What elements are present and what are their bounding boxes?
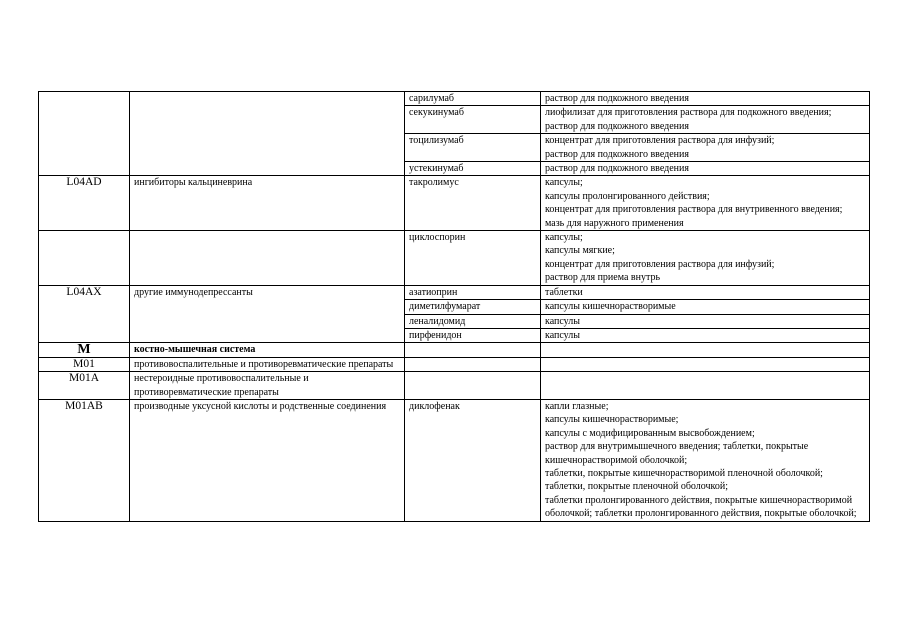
table-row — [39, 372, 870, 400]
group-name-cell: ингибиторы кальциневрина — [130, 176, 405, 231]
group-name-cell: нестероидные противовоспалительные и противоревматические препараты — [130, 372, 405, 400]
inn-cell: сарилумаб — [405, 92, 541, 106]
atc-code-cell: M01A — [39, 372, 130, 400]
table-row — [39, 357, 870, 371]
atc-code-cell — [39, 92, 130, 176]
inn-cell: пирфенидон — [405, 328, 541, 342]
atc-code-cell: M — [39, 343, 130, 357]
inn-cell: азатиоприн — [405, 285, 541, 299]
inn-cell — [405, 372, 541, 400]
atc-code-cell: L04AD — [39, 176, 130, 231]
group-name-cell — [130, 231, 405, 286]
table-row — [39, 176, 870, 231]
inn-cell — [405, 343, 541, 357]
dosage-form-cell: капсулы; капсулы мягкие; концентрат для приготовления раствора для инфузий; раствор для приема внутрь — [541, 231, 870, 286]
atc-code-cell: L04AX — [39, 285, 130, 343]
inn-cell: диклофенак — [405, 399, 541, 521]
dosage-form-cell — [541, 372, 870, 400]
inn-cell: диметилфумарат — [405, 300, 541, 314]
dosage-form-cell: капсулы — [541, 314, 870, 328]
inn-cell: тоцилизумаб — [405, 134, 541, 162]
dosage-form-cell: лиофилизат для приготовления раствора для подкожного введения; раствор для подкожного введения — [541, 106, 870, 134]
dosage-form-cell: капсулы кишечнорастворимые — [541, 300, 870, 314]
group-name-cell — [130, 92, 405, 176]
group-name-cell: другие иммунодепрессанты — [130, 285, 405, 343]
atc-code-cell: M01 — [39, 357, 130, 371]
page-bottom-margin — [0, 593, 905, 640]
table-row — [39, 92, 870, 106]
dosage-form-cell: капсулы — [541, 328, 870, 342]
dosage-form-cell: раствор для подкожного введения — [541, 92, 870, 106]
atc-code-cell — [39, 231, 130, 286]
inn-cell: циклоспорин — [405, 231, 541, 286]
group-name-cell: производные уксусной кислоты и родственные соединения — [130, 399, 405, 521]
dosage-form-cell: капсулы; капсулы пролонгированного действия; концентрат для приготовления раствора для внутривенного введения; мазь для наружного применения — [541, 176, 870, 231]
table-row — [39, 231, 870, 286]
group-name-cell: костно-мышечная система — [130, 343, 405, 357]
inn-cell: леналидомид — [405, 314, 541, 328]
atc-code-cell: M01AB — [39, 399, 130, 521]
dosage-form-cell: капли глазные; капсулы кишечнорастворимые; капсулы с модифицированным высвобождением; раствор для внутримышечного введения; таблетки, покрытые кишечнорастворимой оболочкой; таблетки, покрытые кишечнорастворимой пленочной оболочкой; таблетки, покрытые пленочной оболочкой; таблетки пролонгированного действия, покрытые кишечнорастворимой оболочкой; таблетки пролонгированного действия, покрытые оболочкой; — [541, 399, 870, 521]
drug-list-table — [38, 91, 870, 522]
dosage-form-cell: концентрат для приготовления раствора для инфузий; раствор для подкожного введения — [541, 134, 870, 162]
dosage-form-cell — [541, 343, 870, 357]
dosage-form-cell: таблетки — [541, 285, 870, 299]
table-row — [39, 285, 870, 299]
inn-cell — [405, 357, 541, 371]
table-row — [39, 343, 870, 357]
inn-cell: такролимус — [405, 176, 541, 231]
table-row — [39, 399, 870, 521]
dosage-form-cell: раствор для подкожного введения — [541, 162, 870, 176]
dosage-form-cell — [541, 357, 870, 371]
inn-cell: секукинумаб — [405, 106, 541, 134]
group-name-cell: противовоспалительные и противоревматические препараты — [130, 357, 405, 371]
inn-cell: устекинумаб — [405, 162, 541, 176]
